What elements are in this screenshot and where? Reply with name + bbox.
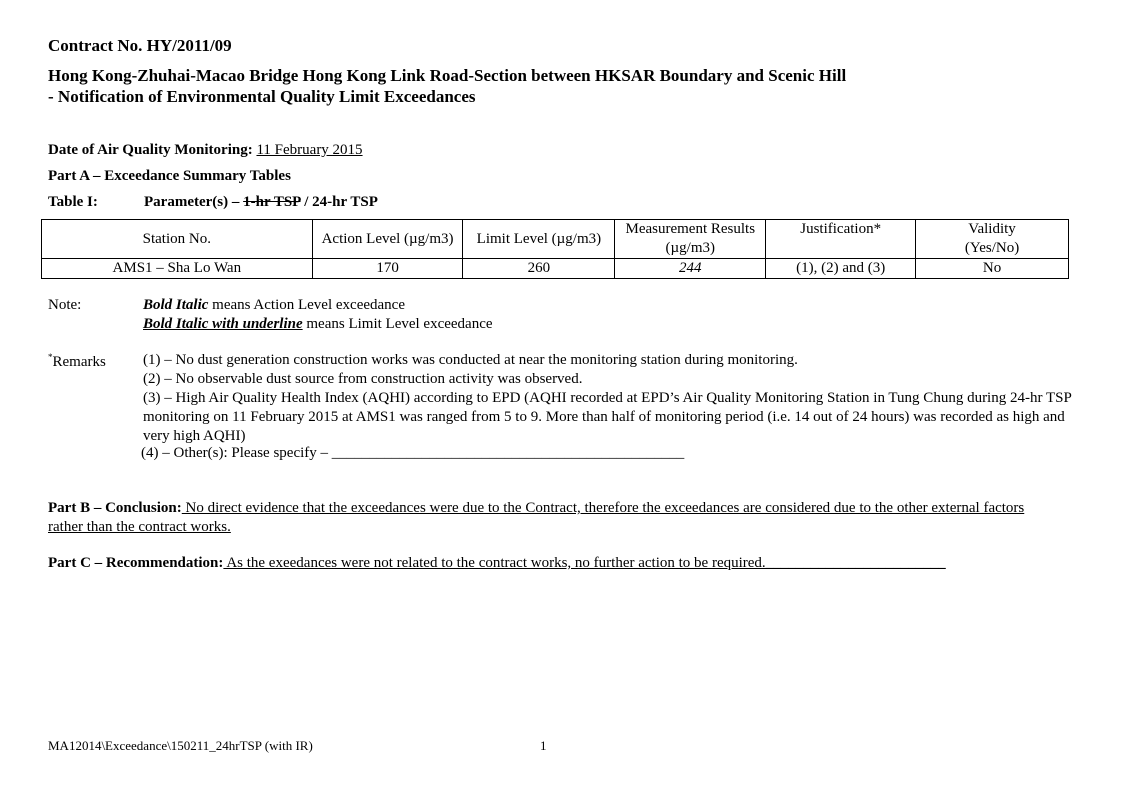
parameter-suffix: / 24-hr TSP <box>300 194 378 210</box>
header-validity-line2: (Yes/No) <box>964 240 1020 256</box>
part-b-conclusion <box>48 499 1058 537</box>
footer-path: MA12014\Exceedance\150211_24hrTSP (with IR) <box>48 738 313 753</box>
part-c-recommendation <box>48 555 946 572</box>
header-validity <box>916 220 1069 259</box>
table-row <box>42 259 1069 279</box>
document-title-line2: - Notification of Environmental Quality Limit Exceedances <box>48 87 476 106</box>
remark-2: (2) – No observable dust source from construction activity was observed. <box>143 371 583 387</box>
header-measurement-line2: (µg/m3) <box>665 240 715 256</box>
note-line1 <box>143 297 405 314</box>
remark-3: (3) – High Air Quality Health Index (AQHI) according to EPD (AQHI recorded at EPD’s Air Quality Monitoring Station in Tung Chung during 24-hr TSP monitoring on 11 February 2015 at AMS1 was ranged from 5 to 9. More than half of monitoring period (i.e. 14 out of 24 hours) was recorded as high and very high AQHI) <box>143 390 1072 444</box>
note-line2 <box>143 316 493 333</box>
monitoring-date <box>48 142 363 159</box>
header-limit-level: Limit Level (µg/m3) <box>463 220 615 259</box>
monitoring-date-value: 11 February 2015 <box>256 142 363 158</box>
header-measurement <box>615 220 766 259</box>
table1-label: Table I: <box>48 194 98 210</box>
note-label: Note: <box>48 297 82 313</box>
table-header-row <box>42 220 1069 259</box>
cell-justification: (1), (2) and (3) <box>766 259 916 279</box>
cell-measurement: 244 <box>615 259 766 279</box>
parameter-struck: 1-hr TSP <box>243 194 301 210</box>
part-b-text: No direct evidence that the exceedances were due to the Contract, therefore the exceedances are considered due to the other external factors rather than the contract works. <box>48 500 1025 535</box>
page-number: 1 <box>540 738 547 753</box>
parameter-prefix: Parameter(s) – <box>144 194 244 210</box>
note-line1-text: means Action Level exceedance <box>208 297 405 313</box>
remarks-label-text: Remarks <box>52 354 106 370</box>
note-line2-text: means Limit Level exceedance <box>302 316 493 332</box>
part-c-label: Part C – Recommendation: <box>48 555 224 571</box>
part-a-heading: Part A – Exceedance Summary Tables <box>48 168 291 184</box>
header-station: Station No. <box>42 220 313 259</box>
part-c-text: As the exeedances were not related to the contract works, no further action to be required.________________________ <box>223 555 946 571</box>
remark-4: (4) – Other(s): Please specify – _______________________________________________ <box>141 445 685 461</box>
cell-station: AMS1 – Sha Lo Wan <box>42 259 313 279</box>
header-action-level: Action Level (µg/m3) <box>312 220 463 259</box>
remarks-label <box>48 352 106 371</box>
contract-number: Contract No. HY/2011/09 <box>48 36 232 55</box>
remark-1: (1) – No dust generation construction works was conducted at near the monitoring station during monitoring. <box>143 352 798 368</box>
cell-action-level: 170 <box>312 259 463 279</box>
note-line1-emphasis: Bold Italic <box>143 297 209 313</box>
remarks-asterisk: * <box>48 352 53 362</box>
document-title-line1: Hong Kong-Zhuhai-Macao Bridge Hong Kong Link Road-Section between HKSAR Boundary and Scenic Hill <box>48 66 847 85</box>
header-validity-line1: Validity <box>968 221 1016 237</box>
header-measurement-line1: Measurement Results <box>625 221 756 237</box>
cell-limit-level: 260 <box>463 259 615 279</box>
cell-validity: No <box>916 259 1069 279</box>
table1-parameter <box>144 194 378 211</box>
part-b-label: Part B – Conclusion: <box>48 500 182 516</box>
note-line2-emphasis: Bold Italic with underline <box>143 316 303 332</box>
monitoring-date-label: Date of Air Quality Monitoring: <box>48 142 253 158</box>
header-justification: Justification* <box>766 220 916 259</box>
exceedance-summary-table <box>41 219 1069 279</box>
